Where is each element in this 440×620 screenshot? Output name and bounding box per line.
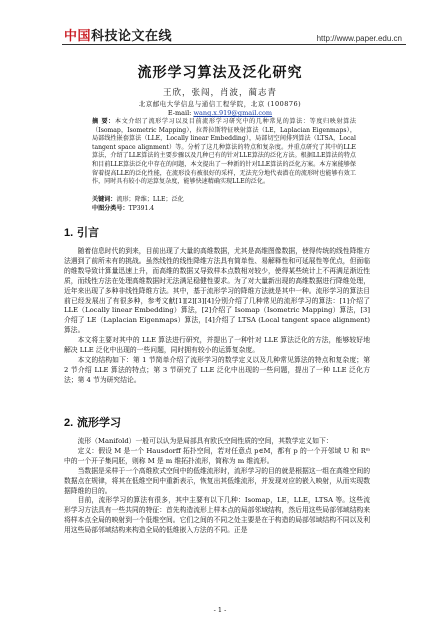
keywords-line <box>92 196 356 205</box>
logo-prefix: 中国 <box>64 28 92 44</box>
clc-text: TP391.4 <box>128 205 155 212</box>
section-heading-manifold-learning <box>64 414 121 430</box>
header-divider <box>62 44 406 45</box>
abstract <box>92 118 356 187</box>
section-title: 流形学习 <box>77 416 122 429</box>
paragraph: 定义：假设 M 是一个 Hausdorff 拓扑空间，若对任意点 p∈M，都有 p 的一个开邻域 U 和 Rᵐ 中的一个开子集同胚，则称 M 是 m 维拓扑流形，简称为 m 维流形。 <box>64 446 370 465</box>
paragraph: 本文将主要对其中的 LLE 算法进行研究，并提出了一种针对 LLE 算法泛化的方法，能够较好地解决 LLE 泛化中出现的一些问题，同时拥有较小的运算复杂度。 <box>64 336 370 355</box>
paragraph: 随着信息时代的到来，目前出现了大量的高维数据，尤其是高维图像数据，使得传统的线性降维方法遇到了前所未有的挑战。虽然线性的线性降维方法具有简单性、易解释性和可延展性等优点，但面临的维数导致计算量迅速上升，而高维的数据又导致样本点数相对较少，使得某些统计上不再满足渐近性质，而线性方法在处理高维数据时无法满足稳健性要求。为了对大量新出现的高维数据进行降维处理，近年来出现了多种非线性降维方法。其中，基于流形学习的降维方法就是其中一种。流形学习的算法目前已经发展出了有很多种，参考文献[1][2][3][4]分别介绍了几种常见的流形学习的算法：[1]介绍了 LLE（Locally linear Embedding）算法，[2]介绍了 Isomap（Isometric Mapping）算法，[3]介绍了 LE（Laplacian Eigenmaps）算法，[4]介绍了 LTSA (Local tangent space alignment)算法。 <box>64 247 370 335</box>
site-logo[interactable] <box>64 26 172 42</box>
section-number: 2. <box>64 417 74 429</box>
header-url-link[interactable]: http://www.paper.edu.cn <box>316 34 402 43</box>
section-body-introduction <box>64 247 370 386</box>
email-label: E-mail: <box>167 109 194 117</box>
clc-label: 中图分类号： <box>92 205 129 212</box>
paper-authors: 王欣，张闯，肖波，蔺志青 <box>162 88 277 98</box>
paragraph: 本文的结构如下：第 1 节简单介绍了流形学习的数学定义以及几种常见算法的特点和复杂度；第 2 节介绍 LLE 算法的特点；第 3 节研究了 LLE 泛化中出现的一些问题，提出了一种 LLE 泛化方法；第 4 节为研究结论。 <box>64 355 370 384</box>
logo-main-text: 科技论文在线 <box>91 28 173 44</box>
abstract-label: 摘 要： <box>92 118 115 125</box>
clc-line <box>92 205 356 214</box>
section-body-manifold-learning <box>64 437 370 536</box>
email-link[interactable]: wang.x.919@gmail.com <box>193 109 273 117</box>
section-number: 1. <box>64 227 74 239</box>
section-heading-introduction <box>64 224 99 240</box>
paragraph: 流形（Manifold）一般可以认为是局部具有欧氏空间性质的空间，其数学定义如下： <box>77 437 333 445</box>
paper-title: 流形学习算法及泛化研究 <box>137 65 303 81</box>
paper-email <box>0 109 440 117</box>
keywords-label: 关键词： <box>92 196 117 203</box>
section-title: 引言 <box>77 226 100 239</box>
abstract-text: 本文介绍了流形学习以及目前流形学习研究中的几种常见的算法：等度归映射算法（Isomap，Isometric Mapping），拉普拉斯特征映射算法（LE，Laplacian Eigenmaps），局部线性嵌套算法（LLE，Locally linear Embedding），局部切空间排列算法（LTSA，Local tangent space alignment）等。分析了这几种算法的特点和复杂度。并重点研究了其中的LLE算法，介绍了LLE算法的主要步骤以及几种已有的针对LLE算法的泛化方法。根据LLE算法的特点和目前LLE算法泛化中存在的问题，本文提出了一种新的针对LLE算法的泛化方案。本方案能够保留着提高LLE的泛化性能，在流形没有被很好的采样，无法充分地代表潜在的流形时也能够有效工作，同时具有较小的运算复杂度，能够快速精确实现LLE的泛化。 <box>92 118 356 186</box>
paragraph: 当数据是采样于一个高维欧式空间中的低维流形时，流形学习的目的就是根据这一组在高维空间的数据点在规律，将其在低维空间中重新表示，恢复出其低维流形，并发现对应的嵌入映射，从而实现数据降维的目的。 <box>64 466 370 495</box>
paper-affiliation: 北京邮电大学信息与通信工程学院，北京 (100876) <box>138 100 302 108</box>
keywords-text: 流形；降维；LLE；泛化 <box>116 196 184 203</box>
page-header <box>0 0 440 46</box>
page-number: - 1 - <box>213 606 227 614</box>
paragraph: 目前，流形学习的算法有很多，其中主要有以下几种：Isomap，LE，LLE，LTSA 等。这些流形学习方法具有一些共同的特征：首先构造流形上样本点的局部邻域结构，然后用这些局部邻域结构来将样本点全局的映射到一个低维空间。它们之间的不同之处主要是在于构造的局部邻域结构不同以及利用这些局部邻域结构来构造全局的低维嵌入方法的不同。正是 <box>64 496 370 535</box>
